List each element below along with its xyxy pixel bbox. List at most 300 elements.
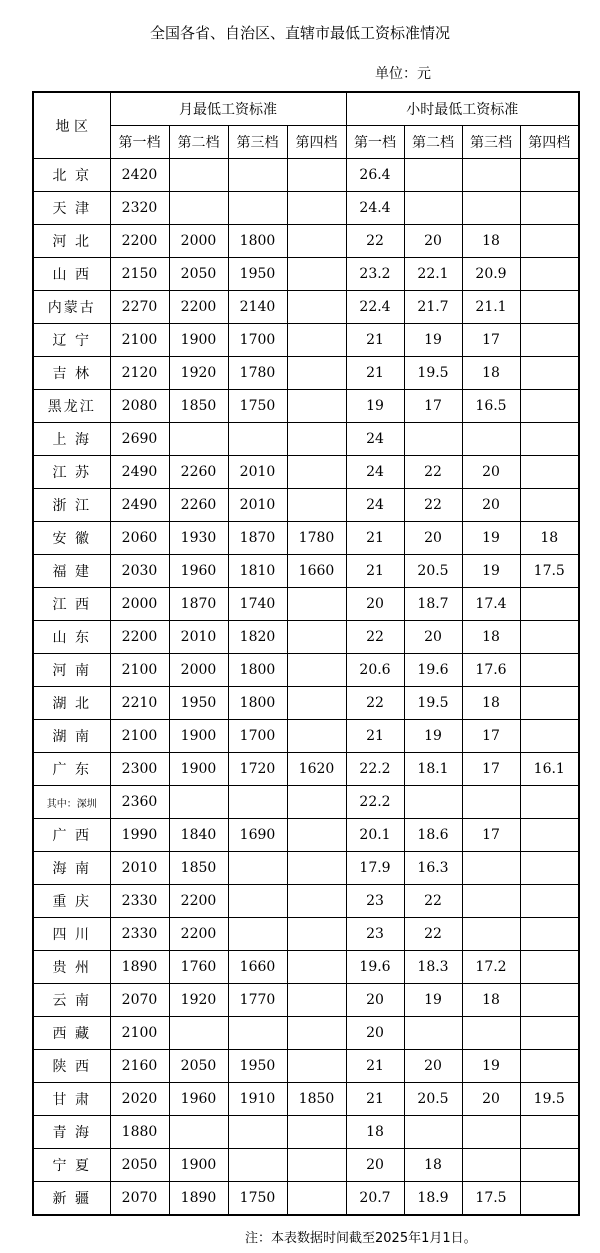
hourly-tier-3-cell [462, 918, 520, 951]
table-row [33, 1050, 579, 1083]
monthly-tier-3-cell: 1660 [228, 951, 287, 984]
table-row [33, 918, 579, 951]
monthly-tier-1-cell: 2160 [110, 1050, 169, 1083]
monthly-tier-2-cell: 1850 [169, 390, 228, 423]
monthly-tier-4-cell [287, 1017, 346, 1050]
monthly-tier-1-cell: 2100 [110, 1017, 169, 1050]
hourly-tier-2-cell: 19.5 [404, 687, 462, 720]
monthly-tier-3-cell [228, 852, 287, 885]
hourly-tier-1-cell: 20 [346, 1017, 404, 1050]
monthly-tier-1-cell: 2120 [110, 357, 169, 390]
table-row [33, 357, 579, 390]
hourly-tier-1-cell: 22.4 [346, 291, 404, 324]
monthly-tier-2-cell [169, 159, 228, 192]
monthly-tier-3-cell [228, 1149, 287, 1182]
monthly-tier-1-cell: 2100 [110, 654, 169, 687]
region-cell: 云 南 [33, 984, 110, 1017]
monthly-tier-4-cell [287, 687, 346, 720]
monthly-tier-4-cell [287, 852, 346, 885]
region-cell: 浙 江 [33, 489, 110, 522]
hourly-tier-3-cell: 17.5 [462, 1182, 520, 1216]
monthly-tier-4-cell: 1660 [287, 555, 346, 588]
table-row [33, 1149, 579, 1182]
hourly-tier-1-cell: 21 [346, 720, 404, 753]
hourly-tier-3-cell: 21.1 [462, 291, 520, 324]
monthly-tier-2-cell: 2010 [169, 621, 228, 654]
hourly-tier-3-cell: 20 [462, 456, 520, 489]
region-cell: 广 东 [33, 753, 110, 786]
hourly-tier-3-cell: 18 [462, 984, 520, 1017]
monthly-tier-3-cell: 1780 [228, 357, 287, 390]
hourly-tier-1-cell: 20.1 [346, 819, 404, 852]
hourly-tier-2-cell: 20 [404, 621, 462, 654]
hourly-tier-4-cell [520, 819, 579, 852]
hourly-tier-4-cell [520, 390, 579, 423]
page-title: 全国各省、自治区、直辖市最低工资标准情况 [149, 24, 450, 42]
hourly-tier-3-cell [462, 852, 520, 885]
monthly-tier-1-cell: 2490 [110, 489, 169, 522]
monthly-tier-1-cell: 2200 [110, 621, 169, 654]
monthly-tier-4-cell [287, 324, 346, 357]
table-row [33, 786, 579, 819]
table-row [33, 687, 579, 720]
hourly-tier-4-cell [520, 1116, 579, 1149]
hourly-tier-4-cell [520, 918, 579, 951]
monthly-tier-4-cell [287, 489, 346, 522]
hourly-tier-4-cell [520, 852, 579, 885]
header-region: 地 区 [33, 92, 110, 159]
header-hourly-tier-2: 第二档 [404, 126, 462, 159]
hourly-tier-3-cell [462, 423, 520, 456]
monthly-tier-1-cell: 2010 [110, 852, 169, 885]
monthly-tier-3-cell [228, 192, 287, 225]
region-cell: 其中：深圳 [33, 786, 110, 819]
hourly-tier-3-cell: 19 [462, 522, 520, 555]
monthly-tier-2-cell [169, 1017, 228, 1050]
region-cell: 黑龙江 [33, 390, 110, 423]
monthly-tier-4-cell [287, 1050, 346, 1083]
monthly-tier-3-cell [228, 918, 287, 951]
hourly-tier-2-cell [404, 1116, 462, 1149]
hourly-tier-3-cell: 17 [462, 324, 520, 357]
hourly-tier-1-cell: 23 [346, 885, 404, 918]
hourly-tier-4-cell [520, 357, 579, 390]
hourly-tier-3-cell [462, 1149, 520, 1182]
monthly-tier-3-cell [228, 885, 287, 918]
region-cell: 新 疆 [33, 1182, 110, 1216]
monthly-tier-1-cell: 2080 [110, 390, 169, 423]
monthly-tier-1-cell: 2300 [110, 753, 169, 786]
hourly-tier-1-cell: 20.6 [346, 654, 404, 687]
table-row [33, 159, 579, 192]
monthly-tier-1-cell: 2270 [110, 291, 169, 324]
region-cell: 青 海 [33, 1116, 110, 1149]
monthly-tier-3-cell: 1800 [228, 654, 287, 687]
hourly-tier-4-cell: 17.5 [520, 555, 579, 588]
monthly-tier-2-cell [169, 192, 228, 225]
monthly-tier-1-cell: 2200 [110, 225, 169, 258]
monthly-tier-2-cell: 2050 [169, 258, 228, 291]
region-cell: 西 藏 [33, 1017, 110, 1050]
region-cell: 贵 州 [33, 951, 110, 984]
monthly-tier-4-cell [287, 786, 346, 819]
hourly-tier-1-cell: 20 [346, 984, 404, 1017]
hourly-tier-1-cell: 18 [346, 1116, 404, 1149]
monthly-tier-3-cell [228, 1017, 287, 1050]
hourly-tier-3-cell [462, 885, 520, 918]
monthly-tier-2-cell: 1760 [169, 951, 228, 984]
monthly-tier-1-cell: 2100 [110, 720, 169, 753]
monthly-tier-4-cell [287, 819, 346, 852]
monthly-tier-1-cell: 2000 [110, 588, 169, 621]
hourly-tier-3-cell: 17.6 [462, 654, 520, 687]
hourly-tier-4-cell [520, 588, 579, 621]
hourly-tier-3-cell: 18 [462, 621, 520, 654]
hourly-tier-3-cell: 18 [462, 225, 520, 258]
monthly-tier-1-cell: 2210 [110, 687, 169, 720]
monthly-tier-2-cell: 2200 [169, 885, 228, 918]
monthly-tier-4-cell [287, 1116, 346, 1149]
hourly-tier-1-cell: 23 [346, 918, 404, 951]
hourly-tier-3-cell: 17 [462, 753, 520, 786]
monthly-tier-1-cell: 2050 [110, 1149, 169, 1182]
monthly-tier-3-cell: 2010 [228, 489, 287, 522]
monthly-tier-1-cell: 1880 [110, 1116, 169, 1149]
hourly-tier-1-cell: 24 [346, 423, 404, 456]
region-cell: 山 东 [33, 621, 110, 654]
region-cell: 湖 南 [33, 720, 110, 753]
header-monthly-tier-2: 第二档 [169, 126, 228, 159]
region-cell: 天 津 [33, 192, 110, 225]
monthly-tier-1-cell: 2490 [110, 456, 169, 489]
monthly-tier-3-cell [228, 423, 287, 456]
monthly-tier-2-cell [169, 1116, 228, 1149]
region-cell: 江 西 [33, 588, 110, 621]
hourly-tier-3-cell [462, 159, 520, 192]
monthly-tier-4-cell: 1620 [287, 753, 346, 786]
hourly-tier-2-cell [404, 192, 462, 225]
hourly-tier-1-cell: 20 [346, 1149, 404, 1182]
monthly-tier-2-cell: 2200 [169, 291, 228, 324]
hourly-tier-3-cell: 17 [462, 819, 520, 852]
header-monthly-tier-3: 第三档 [228, 126, 287, 159]
table-row [33, 489, 579, 522]
hourly-tier-3-cell [462, 192, 520, 225]
monthly-tier-3-cell: 1910 [228, 1083, 287, 1116]
hourly-tier-3-cell: 20 [462, 1083, 520, 1116]
header-monthly: 月最低工资标准 [110, 92, 346, 126]
unit-label: 单位：元 [375, 66, 431, 82]
table-row [33, 1116, 579, 1149]
hourly-tier-2-cell [404, 423, 462, 456]
hourly-tier-4-cell: 19.5 [520, 1083, 579, 1116]
hourly-tier-3-cell: 17.2 [462, 951, 520, 984]
monthly-tier-1-cell: 2320 [110, 192, 169, 225]
region-cell: 海 南 [33, 852, 110, 885]
hourly-tier-4-cell [520, 423, 579, 456]
monthly-tier-2-cell: 1950 [169, 687, 228, 720]
header-hourly-tier-1: 第一档 [346, 126, 404, 159]
hourly-tier-3-cell: 17.4 [462, 588, 520, 621]
monthly-tier-4-cell [287, 720, 346, 753]
table-row [33, 324, 579, 357]
monthly-tier-4-cell [287, 984, 346, 1017]
hourly-tier-2-cell: 18 [404, 1149, 462, 1182]
monthly-tier-4-cell [287, 918, 346, 951]
hourly-tier-2-cell: 22 [404, 456, 462, 489]
monthly-tier-2-cell: 2260 [169, 456, 228, 489]
monthly-tier-3-cell: 2140 [228, 291, 287, 324]
hourly-tier-2-cell: 20.5 [404, 1083, 462, 1116]
hourly-tier-1-cell: 21 [346, 555, 404, 588]
monthly-tier-3-cell: 1810 [228, 555, 287, 588]
hourly-tier-4-cell [520, 159, 579, 192]
hourly-tier-1-cell: 21 [346, 324, 404, 357]
hourly-tier-4-cell [520, 1149, 579, 1182]
hourly-tier-2-cell: 19 [404, 324, 462, 357]
region-cell: 北 京 [33, 159, 110, 192]
monthly-tier-3-cell: 1870 [228, 522, 287, 555]
monthly-tier-2-cell: 1960 [169, 1083, 228, 1116]
monthly-tier-4-cell [287, 423, 346, 456]
region-cell: 内蒙古 [33, 291, 110, 324]
header-monthly-tier-1: 第一档 [110, 126, 169, 159]
hourly-tier-4-cell [520, 687, 579, 720]
hourly-tier-1-cell: 20 [346, 588, 404, 621]
monthly-tier-4-cell [287, 390, 346, 423]
monthly-tier-4-cell [287, 159, 346, 192]
hourly-tier-2-cell: 20 [404, 522, 462, 555]
hourly-tier-1-cell: 24.4 [346, 192, 404, 225]
hourly-tier-1-cell: 23.2 [346, 258, 404, 291]
monthly-tier-3-cell: 1800 [228, 687, 287, 720]
hourly-tier-4-cell [520, 885, 579, 918]
table-row [33, 885, 579, 918]
monthly-tier-1-cell: 2150 [110, 258, 169, 291]
hourly-tier-3-cell: 20.9 [462, 258, 520, 291]
monthly-tier-2-cell: 1930 [169, 522, 228, 555]
monthly-tier-2-cell: 1900 [169, 324, 228, 357]
region-cell: 安 徽 [33, 522, 110, 555]
header-hourly-tier-3: 第三档 [462, 126, 520, 159]
hourly-tier-4-cell [520, 984, 579, 1017]
header-monthly-tier-4: 第四档 [287, 126, 346, 159]
hourly-tier-2-cell: 22 [404, 885, 462, 918]
region-cell: 江 苏 [33, 456, 110, 489]
hourly-tier-4-cell [520, 720, 579, 753]
hourly-tier-2-cell: 22.1 [404, 258, 462, 291]
monthly-tier-1-cell: 2100 [110, 324, 169, 357]
monthly-tier-3-cell: 1720 [228, 753, 287, 786]
hourly-tier-2-cell: 19 [404, 984, 462, 1017]
monthly-tier-2-cell [169, 423, 228, 456]
table-row [33, 1017, 579, 1050]
monthly-tier-4-cell [287, 654, 346, 687]
monthly-tier-3-cell: 1750 [228, 1182, 287, 1216]
hourly-tier-1-cell: 26.4 [346, 159, 404, 192]
hourly-tier-2-cell: 17 [404, 390, 462, 423]
hourly-tier-1-cell: 22.2 [346, 753, 404, 786]
hourly-tier-4-cell [520, 951, 579, 984]
monthly-tier-2-cell: 2050 [169, 1050, 228, 1083]
table-row [33, 390, 579, 423]
hourly-tier-1-cell: 21 [346, 357, 404, 390]
table-row [33, 291, 579, 324]
region-cell: 重 庆 [33, 885, 110, 918]
region-cell: 辽 宁 [33, 324, 110, 357]
monthly-tier-1-cell: 2330 [110, 918, 169, 951]
monthly-tier-2-cell: 1920 [169, 984, 228, 1017]
monthly-tier-4-cell [287, 291, 346, 324]
hourly-tier-4-cell [520, 1050, 579, 1083]
region-cell: 四 川 [33, 918, 110, 951]
hourly-tier-1-cell: 17.9 [346, 852, 404, 885]
hourly-tier-2-cell: 19.6 [404, 654, 462, 687]
hourly-tier-3-cell [462, 1017, 520, 1050]
header-hourly-tier-4: 第四档 [520, 126, 579, 159]
monthly-tier-2-cell [169, 786, 228, 819]
monthly-tier-1-cell: 1990 [110, 819, 169, 852]
table-row [33, 720, 579, 753]
monthly-tier-2-cell: 1850 [169, 852, 228, 885]
monthly-tier-4-cell [287, 225, 346, 258]
table-row [33, 522, 579, 555]
table-row [33, 258, 579, 291]
region-cell: 陕 西 [33, 1050, 110, 1083]
hourly-tier-4-cell [520, 225, 579, 258]
monthly-tier-1-cell: 2070 [110, 1182, 169, 1216]
hourly-tier-2-cell: 22 [404, 489, 462, 522]
footnote: 注：本表数据时间截至2025年1月1日。 [245, 1231, 477, 1246]
monthly-tier-3-cell: 1700 [228, 720, 287, 753]
monthly-tier-3-cell: 1690 [228, 819, 287, 852]
hourly-tier-4-cell [520, 258, 579, 291]
table-row [33, 984, 579, 1017]
hourly-tier-2-cell [404, 786, 462, 819]
table-row [33, 819, 579, 852]
monthly-tier-4-cell [287, 1182, 346, 1216]
table-row [33, 621, 579, 654]
hourly-tier-2-cell [404, 159, 462, 192]
table-body [33, 159, 579, 1216]
region-cell: 河 南 [33, 654, 110, 687]
hourly-tier-3-cell [462, 1116, 520, 1149]
monthly-tier-1-cell: 2020 [110, 1083, 169, 1116]
hourly-tier-4-cell: 16.1 [520, 753, 579, 786]
hourly-tier-4-cell [520, 786, 579, 819]
hourly-tier-2-cell: 20 [404, 225, 462, 258]
hourly-tier-3-cell: 16.5 [462, 390, 520, 423]
table-row [33, 1182, 579, 1216]
monthly-tier-2-cell: 1920 [169, 357, 228, 390]
header-hourly: 小时最低工资标准 [346, 92, 579, 126]
hourly-tier-1-cell: 21 [346, 522, 404, 555]
hourly-tier-4-cell [520, 489, 579, 522]
monthly-tier-2-cell: 1890 [169, 1182, 228, 1216]
region-cell: 福 建 [33, 555, 110, 588]
hourly-tier-2-cell: 18.9 [404, 1182, 462, 1216]
table-row [33, 192, 579, 225]
table-row [33, 555, 579, 588]
monthly-tier-3-cell [228, 1116, 287, 1149]
table-row [33, 852, 579, 885]
monthly-tier-4-cell [287, 258, 346, 291]
region-cell: 甘 肃 [33, 1083, 110, 1116]
table-row [33, 1083, 579, 1116]
monthly-tier-3-cell: 1820 [228, 621, 287, 654]
monthly-tier-4-cell [287, 192, 346, 225]
monthly-tier-1-cell: 2030 [110, 555, 169, 588]
monthly-tier-2-cell: 1900 [169, 753, 228, 786]
region-cell: 湖 北 [33, 687, 110, 720]
monthly-tier-3-cell: 1700 [228, 324, 287, 357]
monthly-tier-1-cell: 2690 [110, 423, 169, 456]
region-cell: 广 西 [33, 819, 110, 852]
hourly-tier-1-cell: 21 [346, 1083, 404, 1116]
hourly-tier-4-cell [520, 456, 579, 489]
monthly-tier-2-cell: 1960 [169, 555, 228, 588]
hourly-tier-2-cell: 18.7 [404, 588, 462, 621]
monthly-tier-4-cell: 1780 [287, 522, 346, 555]
monthly-tier-4-cell [287, 357, 346, 390]
hourly-tier-4-cell [520, 654, 579, 687]
monthly-tier-1-cell: 1890 [110, 951, 169, 984]
monthly-tier-3-cell [228, 786, 287, 819]
hourly-tier-2-cell: 19 [404, 720, 462, 753]
hourly-tier-3-cell: 20 [462, 489, 520, 522]
monthly-tier-4-cell [287, 621, 346, 654]
hourly-tier-3-cell: 19 [462, 555, 520, 588]
hourly-tier-4-cell [520, 192, 579, 225]
monthly-tier-1-cell: 2070 [110, 984, 169, 1017]
monthly-tier-3-cell [228, 159, 287, 192]
hourly-tier-2-cell: 22 [404, 918, 462, 951]
table-row [33, 654, 579, 687]
hourly-tier-3-cell [462, 786, 520, 819]
monthly-tier-3-cell: 2010 [228, 456, 287, 489]
wage-table [32, 91, 580, 1216]
hourly-tier-4-cell [520, 1182, 579, 1216]
hourly-tier-2-cell: 18.1 [404, 753, 462, 786]
monthly-tier-3-cell: 1770 [228, 984, 287, 1017]
hourly-tier-2-cell: 20 [404, 1050, 462, 1083]
monthly-tier-1-cell: 2330 [110, 885, 169, 918]
monthly-tier-2-cell: 1840 [169, 819, 228, 852]
monthly-tier-2-cell: 1900 [169, 720, 228, 753]
hourly-tier-4-cell [520, 324, 579, 357]
region-cell: 吉 林 [33, 357, 110, 390]
hourly-tier-4-cell [520, 621, 579, 654]
hourly-tier-1-cell: 19.6 [346, 951, 404, 984]
monthly-tier-4-cell [287, 456, 346, 489]
hourly-tier-4-cell [520, 291, 579, 324]
hourly-tier-2-cell: 19.5 [404, 357, 462, 390]
monthly-tier-1-cell: 2360 [110, 786, 169, 819]
monthly-tier-2-cell: 2260 [169, 489, 228, 522]
hourly-tier-3-cell: 18 [462, 357, 520, 390]
table-row [33, 951, 579, 984]
hourly-tier-4-cell: 18 [520, 522, 579, 555]
monthly-tier-4-cell: 1850 [287, 1083, 346, 1116]
hourly-tier-1-cell: 24 [346, 489, 404, 522]
monthly-tier-2-cell: 2000 [169, 225, 228, 258]
monthly-tier-2-cell: 2000 [169, 654, 228, 687]
hourly-tier-1-cell: 22.2 [346, 786, 404, 819]
hourly-tier-2-cell [404, 1017, 462, 1050]
hourly-tier-3-cell: 19 [462, 1050, 520, 1083]
region-cell: 宁 夏 [33, 1149, 110, 1182]
monthly-tier-3-cell: 1950 [228, 258, 287, 291]
